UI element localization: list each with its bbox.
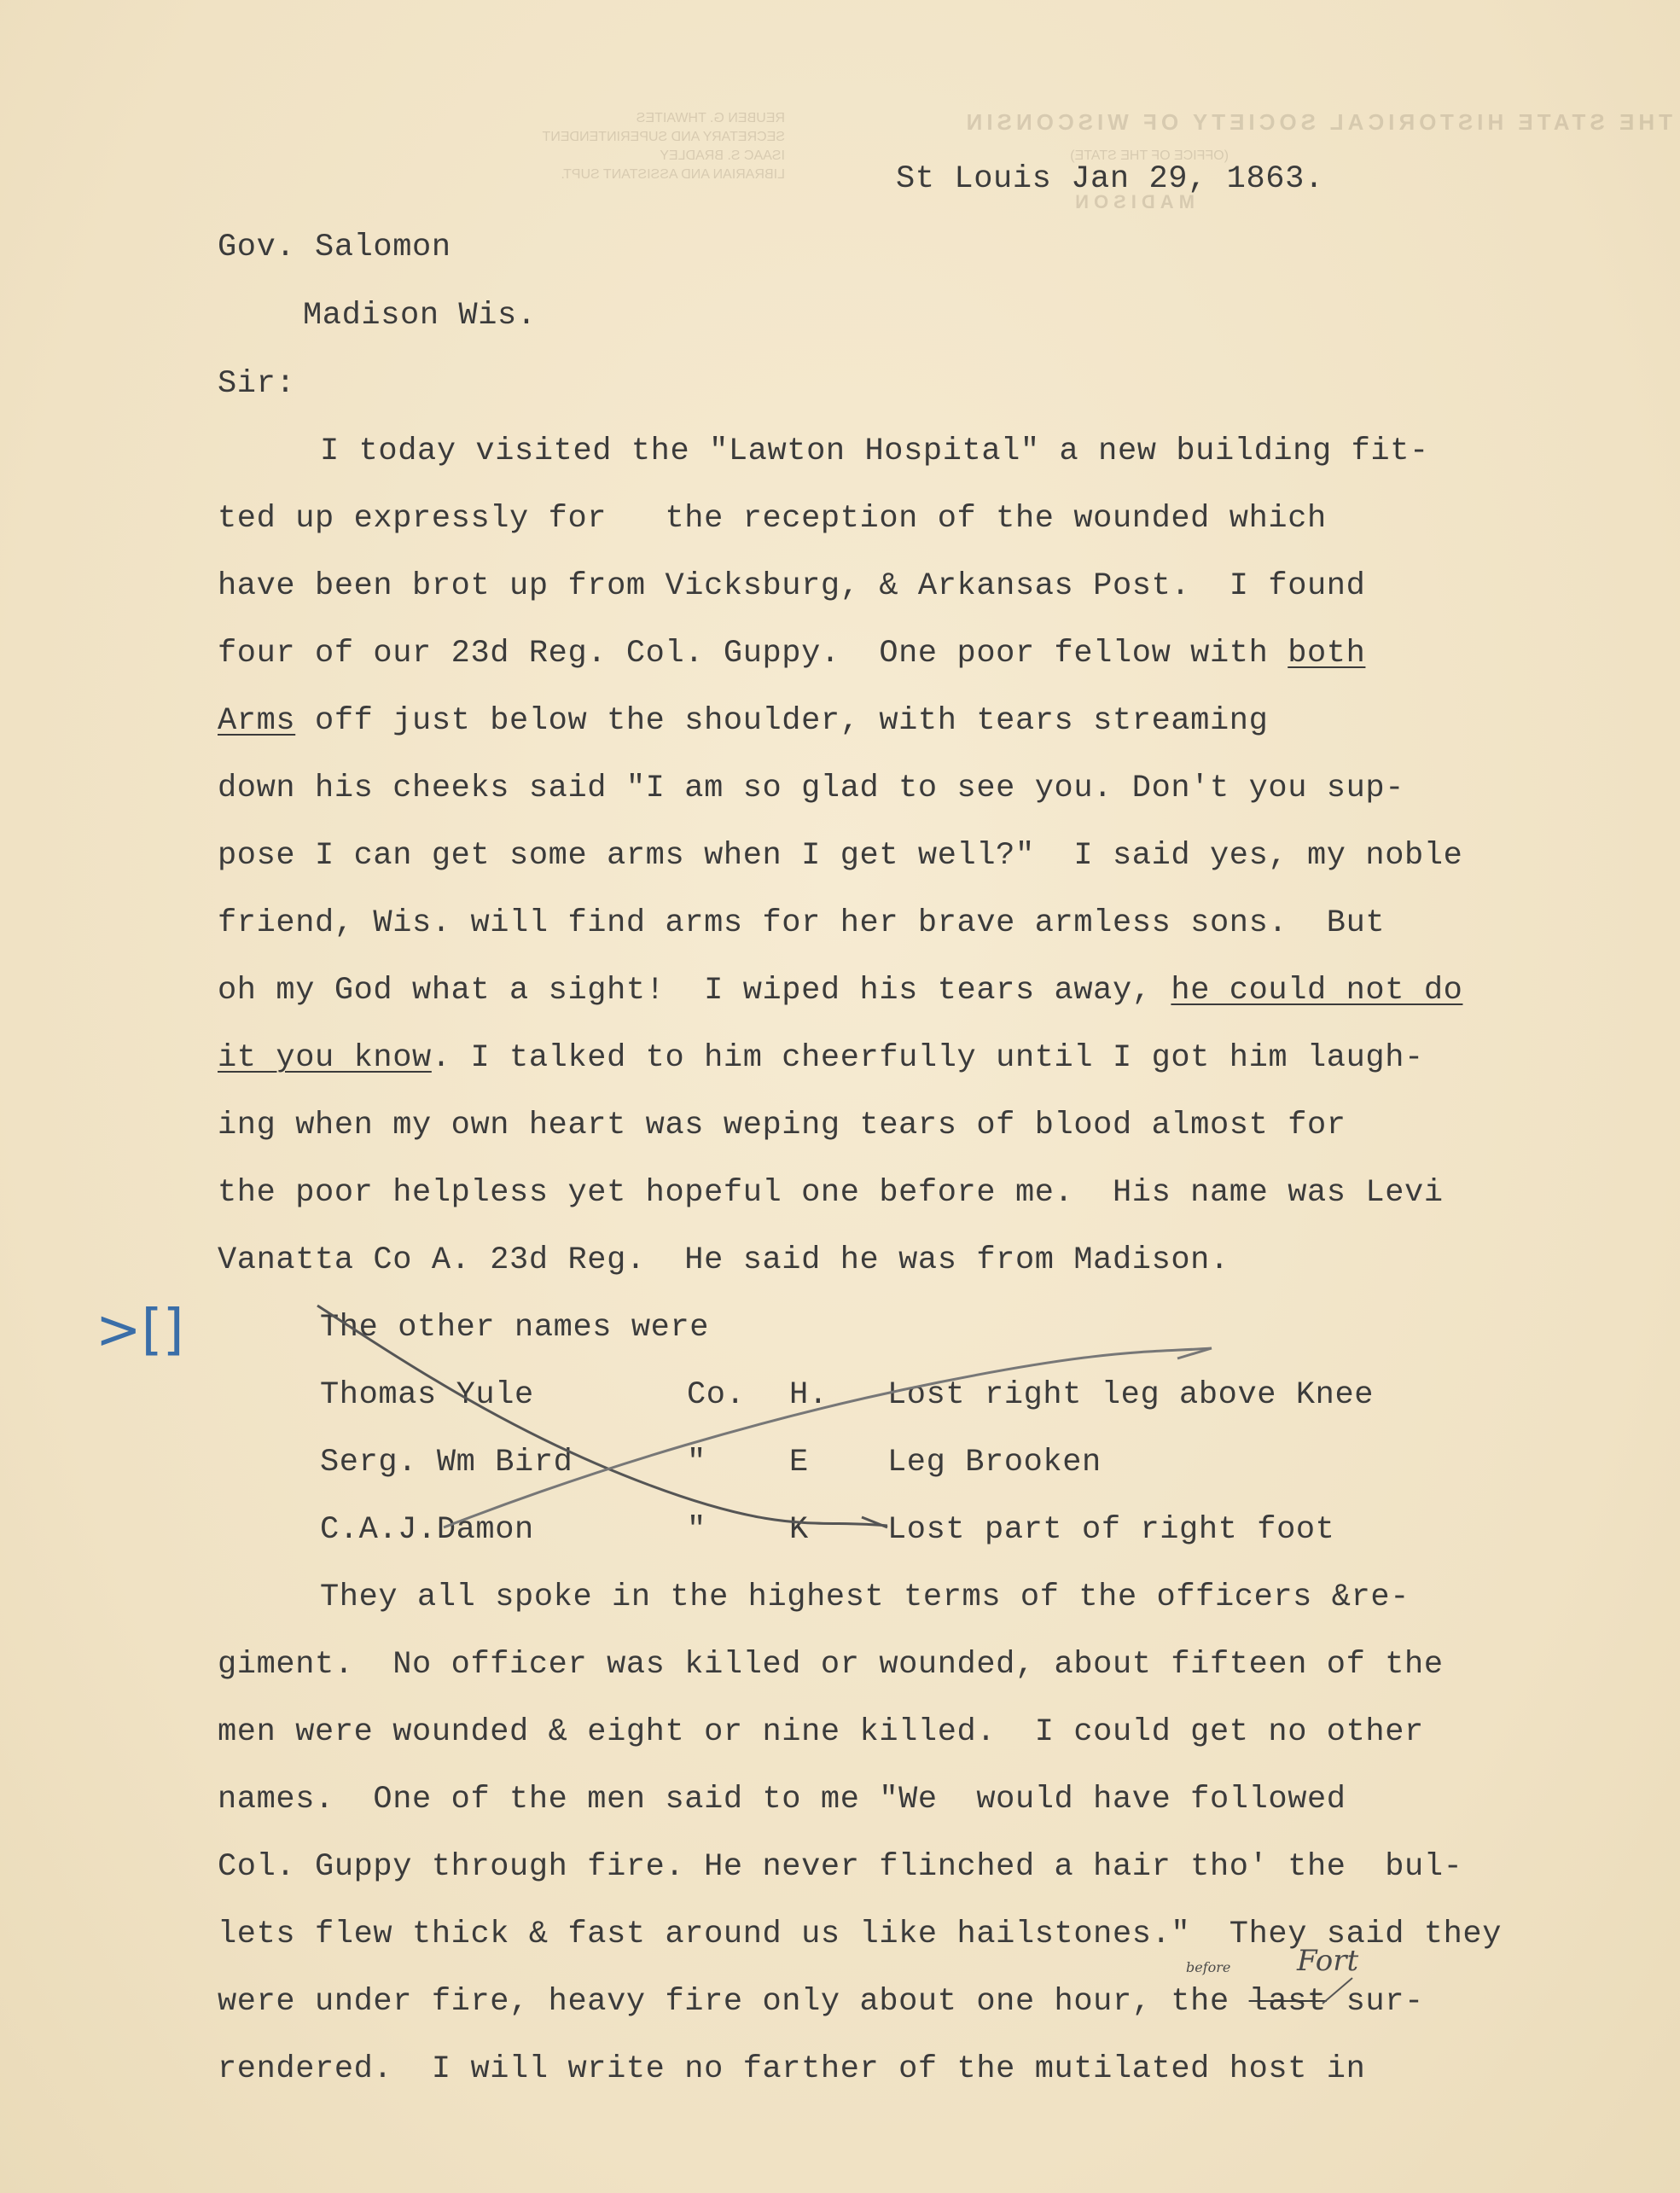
body-line: They all spoke in the highest terms of the officers &re- <box>320 1579 1410 1615</box>
body-line: friend, Wis. will find arms for her brave armless sons. But <box>218 905 1386 941</box>
body-line: have been brot up from Vicksburg, & Arkansas Post. I found <box>218 568 1366 604</box>
body-line: pose I can get some arms when I get well?" I said yes, my noble <box>218 838 1463 874</box>
list-item-injury: Lost part of right foot <box>887 1512 1335 1548</box>
list-item-name: Serg. Wm Bird <box>320 1445 573 1480</box>
handwritten-insert-fort: Fort <box>1297 1944 1359 1978</box>
body-line: ing when my own heart was weping tears of blood almost for <box>218 1108 1346 1143</box>
letterhead-official: (OFFICE OF THE STATE) <box>1070 148 1229 163</box>
list-item-name: C.A.J.Damon <box>320 1512 534 1548</box>
body-line: down his cheeks said "I am so glad to see you. Don't you sup- <box>218 771 1405 806</box>
body-line: men were wounded & eight or nine killed. I could get no other <box>218 1714 1424 1750</box>
body-line: Vanatta Co A. 23d Reg. He said he was from Madison. <box>218 1242 1229 1278</box>
recipient-name: Gov. Salomon <box>218 230 451 265</box>
body-line: the poor helpless yet hopeful one before me. His name was Levi <box>218 1175 1444 1211</box>
handwritten-insert-before: before <box>1186 1959 1231 1975</box>
struck-word: last <box>1248 1984 1327 2020</box>
body-line: names. One of the men said to me "We would have followed <box>218 1782 1346 1818</box>
underlined-text: he could not do <box>1171 973 1463 1009</box>
list-item-letter: K <box>789 1512 809 1548</box>
letterhead-city: MADISON <box>1070 191 1195 212</box>
list-item-letter: H. <box>789 1377 828 1413</box>
body-line: lets flew thick & fast around us like hailstones." They said they <box>218 1917 1503 1952</box>
list-item-injury: Lost right leg above Knee <box>887 1377 1375 1413</box>
recipient-address: Madison Wis. <box>303 298 537 334</box>
salutation: Sir: <box>218 366 296 402</box>
body-line: giment. No officer was killed or wounded, about fifteen of the <box>218 1647 1444 1683</box>
letterhead-society: THE STATE HISTORICAL SOCIETY OF WISCONSIN <box>962 109 1672 135</box>
date-line: St Louis Jan 29, 1863. <box>896 161 1324 197</box>
body-line: oh my God what a sight! I wiped his tears away, he could not do <box>218 973 1463 1009</box>
body-line: rendered. I will write no farther of the mutilated host in <box>218 2051 1366 2087</box>
list-item-co: Co. <box>687 1377 746 1413</box>
list-item-name: Thomas Yule <box>320 1377 534 1413</box>
body-line: Arms off just below the shoulder, with tears streaming <box>218 703 1269 739</box>
body-line: Col. Guppy through fire. He never flinched a hair tho' the bul- <box>218 1849 1463 1885</box>
names-intro: The other names were <box>320 1310 710 1346</box>
underlined-text: Arms <box>218 703 296 739</box>
underlined-text: it you know <box>218 1040 432 1076</box>
body-line: ted up expressly for the reception of the wounded which <box>218 501 1327 537</box>
body-line: I today visited the "Lawton Hospital" a new building fit- <box>320 433 1429 469</box>
margin-mark: >[] <box>96 1299 184 1362</box>
list-item-co: " <box>687 1512 706 1548</box>
body-line: were under fire, heavy fire only about one hour, the last sur- <box>218 1984 1424 2020</box>
body-line: it you know. I talked to him cheerfully until I got him laugh- <box>218 1040 1424 1076</box>
letterhead-officers: REUBEN G. THWAITES SECRETARY AND SUPERINTENDENT ISAAC S. BRADLEY LIBRARIAN AND ASSISTANT SUPT. <box>542 111 785 182</box>
body-line: four of our 23d Reg. Col. Guppy. One poor fellow with both <box>218 636 1366 672</box>
list-item-co: " <box>687 1445 706 1480</box>
underlined-text: both <box>1288 636 1366 672</box>
list-item-injury: Leg Brooken <box>887 1445 1102 1480</box>
list-item-letter: E <box>789 1445 809 1480</box>
